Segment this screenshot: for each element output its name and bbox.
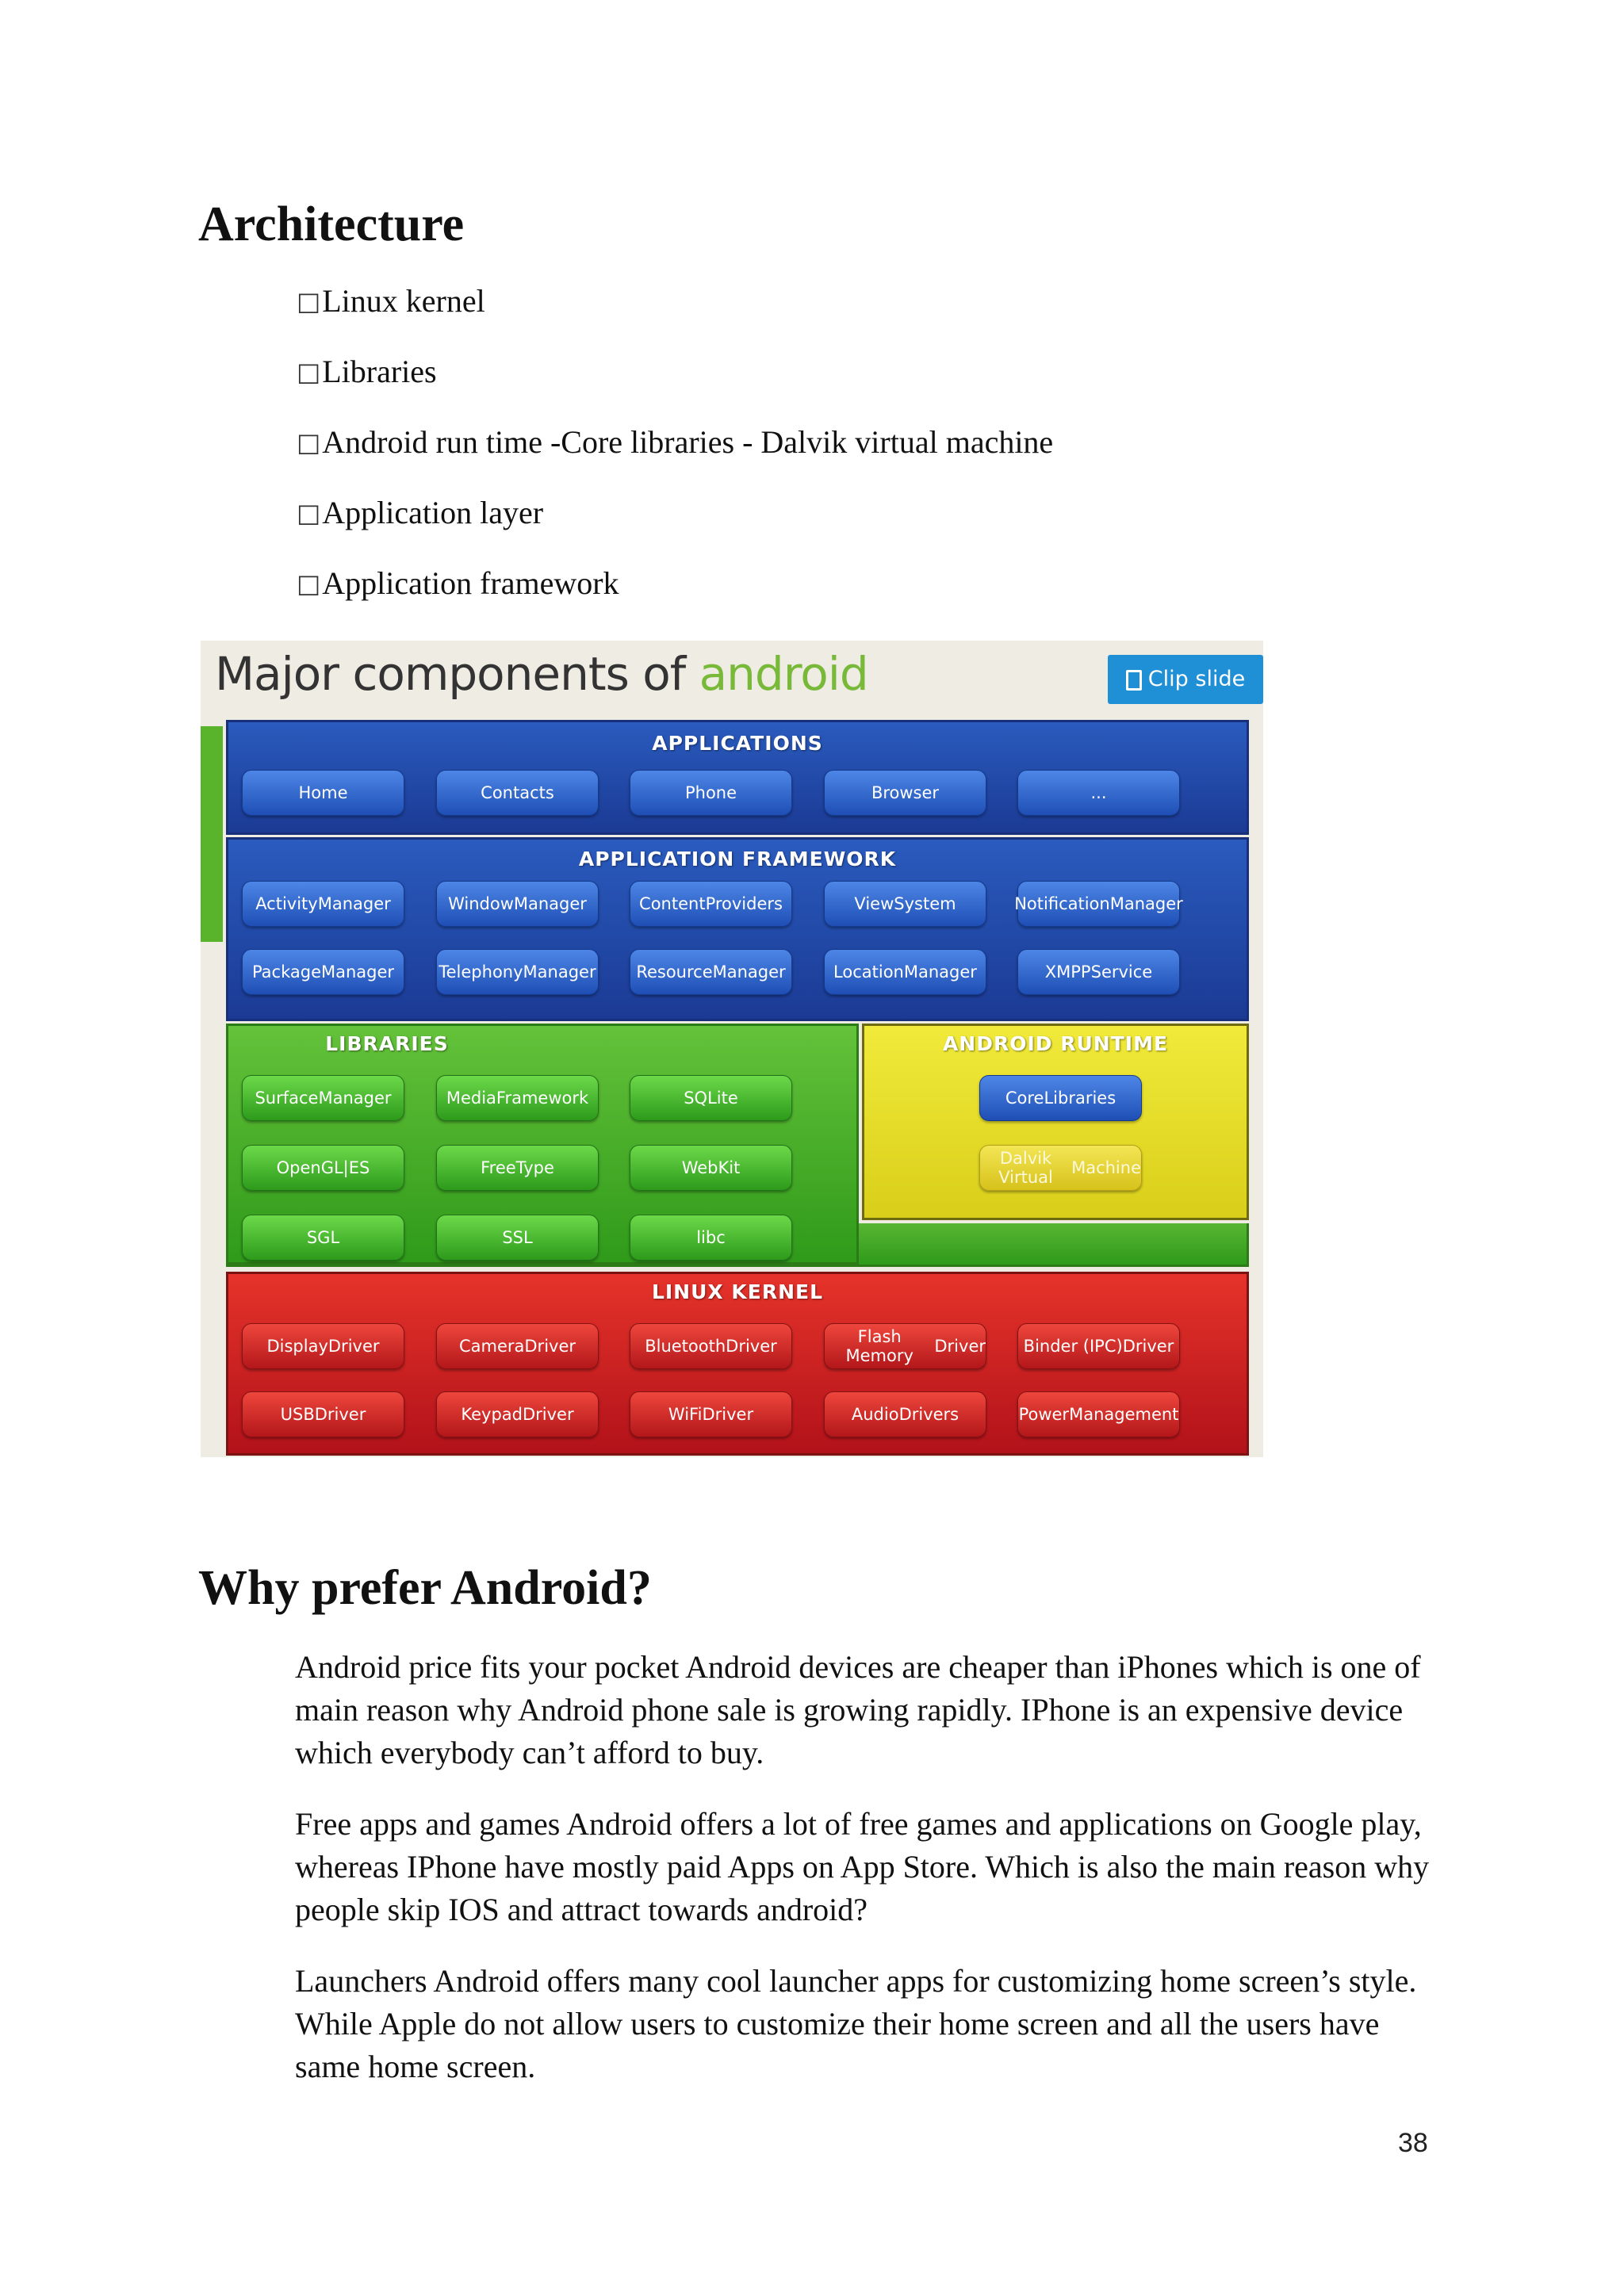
paragraph: Android price fits your pocket Android devices are cheaper than iPhones which is one of main reason why Android phone sale is growing rapidly. IPhone is an expensive device which everybody can’t afford to buy.	[295, 1649, 1421, 1770]
component-chip	[242, 1391, 404, 1437]
component-chip	[242, 1215, 404, 1261]
page-number: 38	[1398, 2128, 1428, 2158]
component-chip	[630, 881, 792, 927]
component-chip-label: Manager	[317, 894, 391, 913]
why-android-heading: Why prefer Android?	[198, 1561, 652, 1615]
diagram-title	[215, 647, 868, 701]
runtime-layer-title: ANDROID RUNTIME	[942, 1032, 1169, 1055]
component-chip-label: Manager	[523, 962, 596, 982]
component-chip-label: SSL	[502, 1228, 533, 1247]
component-chip-label: Manager	[1109, 894, 1183, 913]
component-chip	[824, 1391, 986, 1437]
component-chip-label: Service	[1090, 962, 1153, 982]
component-chip-label: Phone	[684, 783, 737, 802]
component-chip	[242, 1075, 404, 1121]
component-chip-label: Driver	[1122, 1337, 1174, 1356]
applications-layer	[226, 720, 1249, 835]
list-item	[297, 354, 1053, 425]
component-chip	[436, 1075, 599, 1121]
slide-accent-bar	[201, 726, 223, 942]
component-chip	[436, 1391, 599, 1437]
component-chip	[979, 1145, 1142, 1191]
list-item	[297, 566, 1053, 637]
bullet-box-icon: □	[297, 286, 321, 316]
list-item-text: Android run time -Core libraries - Dalvik virtual machine	[322, 424, 1054, 460]
component-chip-label: Framework	[496, 1089, 589, 1108]
list-item	[297, 496, 1053, 566]
component-chip-label: Libraries	[1044, 1089, 1116, 1108]
component-chip-label: Flash Memory	[845, 1327, 914, 1365]
component-chip	[1017, 770, 1180, 816]
architecture-heading: Architecture	[198, 197, 465, 251]
component-chip-label: Driver	[702, 1405, 754, 1424]
component-chip-label: Manager	[320, 962, 395, 982]
clip-slide-button[interactable]	[1108, 655, 1263, 704]
component-chip-label: Bluetooth	[645, 1337, 726, 1356]
component-chip	[242, 1323, 404, 1369]
component-chip	[1014, 881, 1183, 927]
component-chip-label: OpenGL|ES	[276, 1158, 370, 1177]
component-chip-label: Providers	[705, 894, 783, 913]
component-chip	[436, 1145, 599, 1191]
diagram-title-accent: android	[699, 647, 868, 701]
component-chip-label: Camera	[458, 1337, 525, 1356]
libraries-layer	[226, 1024, 859, 1265]
component-chip-label: SQLite	[684, 1089, 738, 1108]
bullet-box-icon: □	[297, 357, 321, 387]
component-chip-label: Power	[1018, 1405, 1070, 1424]
component-chip-label: Notification	[1014, 894, 1110, 913]
component-chip-label: Display	[266, 1337, 328, 1356]
component-chip-label: Driver	[934, 1337, 986, 1356]
component-chip-label: Home	[298, 783, 348, 802]
diagram-title-main: Major components of	[215, 647, 699, 701]
list-item-text: Application layer	[322, 495, 544, 530]
list-item-text: Libraries	[322, 354, 437, 389]
component-chip-label: FreeType	[481, 1158, 554, 1177]
component-chip-label: ...	[1090, 783, 1107, 802]
component-chip	[630, 1391, 792, 1437]
component-chip-label: Management	[1069, 1405, 1179, 1424]
component-chip-label: Manager	[318, 1089, 392, 1108]
component-chip-label: WebKit	[681, 1158, 741, 1177]
component-chip	[242, 881, 404, 927]
component-chip	[242, 770, 404, 816]
component-chip	[436, 881, 599, 927]
component-chip-label: libc	[696, 1228, 726, 1247]
component-chip-label: Telephony	[439, 962, 523, 982]
component-chip-label: Surface	[255, 1089, 319, 1108]
clip-slide-label: Clip slide	[1147, 667, 1246, 691]
framework-layer-title: APPLICATION FRAMEWORK	[578, 848, 897, 871]
component-chip	[1017, 1323, 1180, 1369]
paragraph: Free apps and games Android offers a lot of free games and applications on Google play, whereas IPhone have mostly paid Apps on App Store. Which is also the main reason why people skip IOS and attract towards android?	[295, 1806, 1430, 1927]
component-chip	[630, 770, 792, 816]
component-chip-label: Content	[639, 894, 706, 913]
component-chip-label: SGL	[306, 1228, 340, 1247]
applications-layer-title: APPLICATIONS	[652, 732, 823, 755]
component-chip-label: Drivers	[898, 1405, 959, 1424]
component-chip-label: XMPP	[1044, 962, 1091, 982]
component-chip	[242, 949, 404, 995]
component-chip-label: Browser	[871, 783, 940, 802]
list-item	[297, 284, 1053, 354]
list-item-text: Linux kernel	[322, 283, 485, 319]
list-item	[297, 425, 1053, 496]
architecture-list	[297, 284, 1053, 637]
clip-icon	[1126, 670, 1142, 691]
component-chip-label: Machine	[1071, 1158, 1141, 1177]
component-chip-label: Driver	[327, 1337, 380, 1356]
bullet-box-icon: □	[297, 568, 321, 599]
component-chip	[824, 949, 986, 995]
android-runtime-layer	[862, 1024, 1249, 1220]
component-chip-label: Manager	[903, 962, 977, 982]
component-chip	[436, 770, 599, 816]
bullet-box-icon: □	[297, 498, 321, 528]
component-chip-label: Location	[833, 962, 904, 982]
component-chip	[630, 1323, 792, 1369]
component-chip-label: Dalvik Virtual	[998, 1149, 1053, 1187]
component-chip-label: Manager	[513, 894, 587, 913]
component-chip-label: USB	[280, 1405, 315, 1424]
component-chip-label: Resource	[636, 962, 713, 982]
component-chip-label: Window	[448, 894, 514, 913]
component-chip	[979, 1075, 1142, 1121]
component-chip-label: Driver	[314, 1405, 366, 1424]
component-chip-label: Media	[446, 1089, 496, 1108]
component-chip-label: System	[894, 894, 956, 913]
component-chip	[1017, 1391, 1180, 1437]
component-chip	[436, 949, 599, 995]
component-chip-label: WiFi	[668, 1405, 703, 1424]
component-chip-label: Driver	[524, 1337, 576, 1356]
component-chip	[824, 881, 986, 927]
component-chip-label: View	[854, 894, 894, 913]
component-chip-label: Contacts	[481, 783, 554, 802]
component-chip	[630, 1075, 792, 1121]
android-architecture-diagram	[201, 641, 1263, 1457]
component-chip	[1017, 949, 1180, 995]
component-chip	[630, 1145, 792, 1191]
component-chip-label: Driver	[522, 1405, 574, 1424]
component-chip-label: Manager	[712, 962, 786, 982]
component-chip	[436, 1215, 599, 1261]
list-item-text: Application framework	[322, 565, 619, 601]
component-chip	[436, 1323, 599, 1369]
component-chip-label: Core	[1005, 1089, 1044, 1108]
component-chip	[630, 1215, 792, 1261]
component-chip-label: Keypad	[461, 1405, 523, 1424]
component-chip-label: Binder (IPC)	[1023, 1337, 1123, 1356]
component-chip-label: Driver	[726, 1337, 777, 1356]
component-chip	[824, 770, 986, 816]
component-chip	[630, 949, 792, 995]
application-framework-layer	[226, 837, 1249, 1021]
component-chip	[242, 1145, 404, 1191]
component-chip	[824, 1323, 986, 1369]
component-chip-label: Activity	[255, 894, 318, 913]
why-android-body	[295, 1646, 1437, 2117]
linux-kernel-layer	[226, 1272, 1249, 1456]
libraries-layer-title: LIBRARIES	[325, 1032, 449, 1055]
paragraph: Launchers Android offers many cool launcher apps for customizing home screen’s style. While Apple do not allow users to customize their home screen and all the users have same home screen.	[295, 1963, 1417, 2084]
component-chip-label: Audio	[851, 1405, 899, 1424]
component-chip-label: Package	[251, 962, 321, 982]
kernel-layer-title: LINUX KERNEL	[651, 1280, 824, 1303]
bullet-box-icon: □	[297, 427, 321, 457]
